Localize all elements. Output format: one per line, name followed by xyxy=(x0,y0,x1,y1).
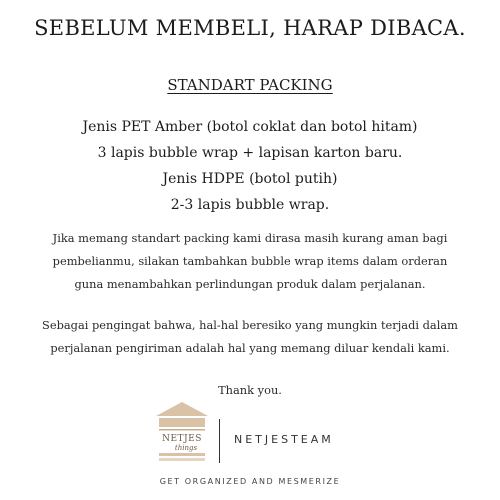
paragraph-line: perjalanan pengiriman adalah hal yang memang diluar kendali kami. xyxy=(50,341,450,355)
paragraph-line: Jika memang standart packing kami dirasa masih kurang aman bagi xyxy=(52,231,448,245)
svg-text:NETJES: NETJES xyxy=(162,434,202,444)
packing-line: Jenis HDPE (botol putih) xyxy=(162,171,338,187)
info-paragraph xyxy=(10,227,490,296)
packing-list xyxy=(0,114,500,218)
page-title: SEBELUM MEMBELI, HARAP DIBACA. xyxy=(34,16,466,40)
brand-name: NETJESTEAM xyxy=(234,433,334,446)
logo-divider xyxy=(219,419,220,463)
packing-line: 3 lapis bubble wrap + lapisan karton baru. xyxy=(97,145,403,161)
section-heading: STANDART PACKING xyxy=(167,76,333,94)
paragraph-line: pembelianmu, silakan tambahkan bubble wrap items dalam orderan xyxy=(52,254,448,268)
closing-text: Thank you. xyxy=(218,383,282,397)
svg-text:things: things xyxy=(174,444,198,452)
reminder-paragraph xyxy=(10,314,490,360)
paragraph-line: guna menambahkan perlindungan produk dalam perjalanan. xyxy=(74,277,426,291)
brand-tagline: GET ORGANIZED AND MESMERIZE xyxy=(159,477,341,486)
paragraph-line: Sebagai pengingat bahwa, hal-hal beresiko yang mungkin terjadi dalam xyxy=(42,318,458,332)
packing-line: Jenis PET Amber (botol coklat dan botol hitam) xyxy=(82,119,418,135)
packing-line: 2-3 lapis bubble wrap. xyxy=(170,197,330,213)
house-logo-icon xyxy=(155,400,209,464)
